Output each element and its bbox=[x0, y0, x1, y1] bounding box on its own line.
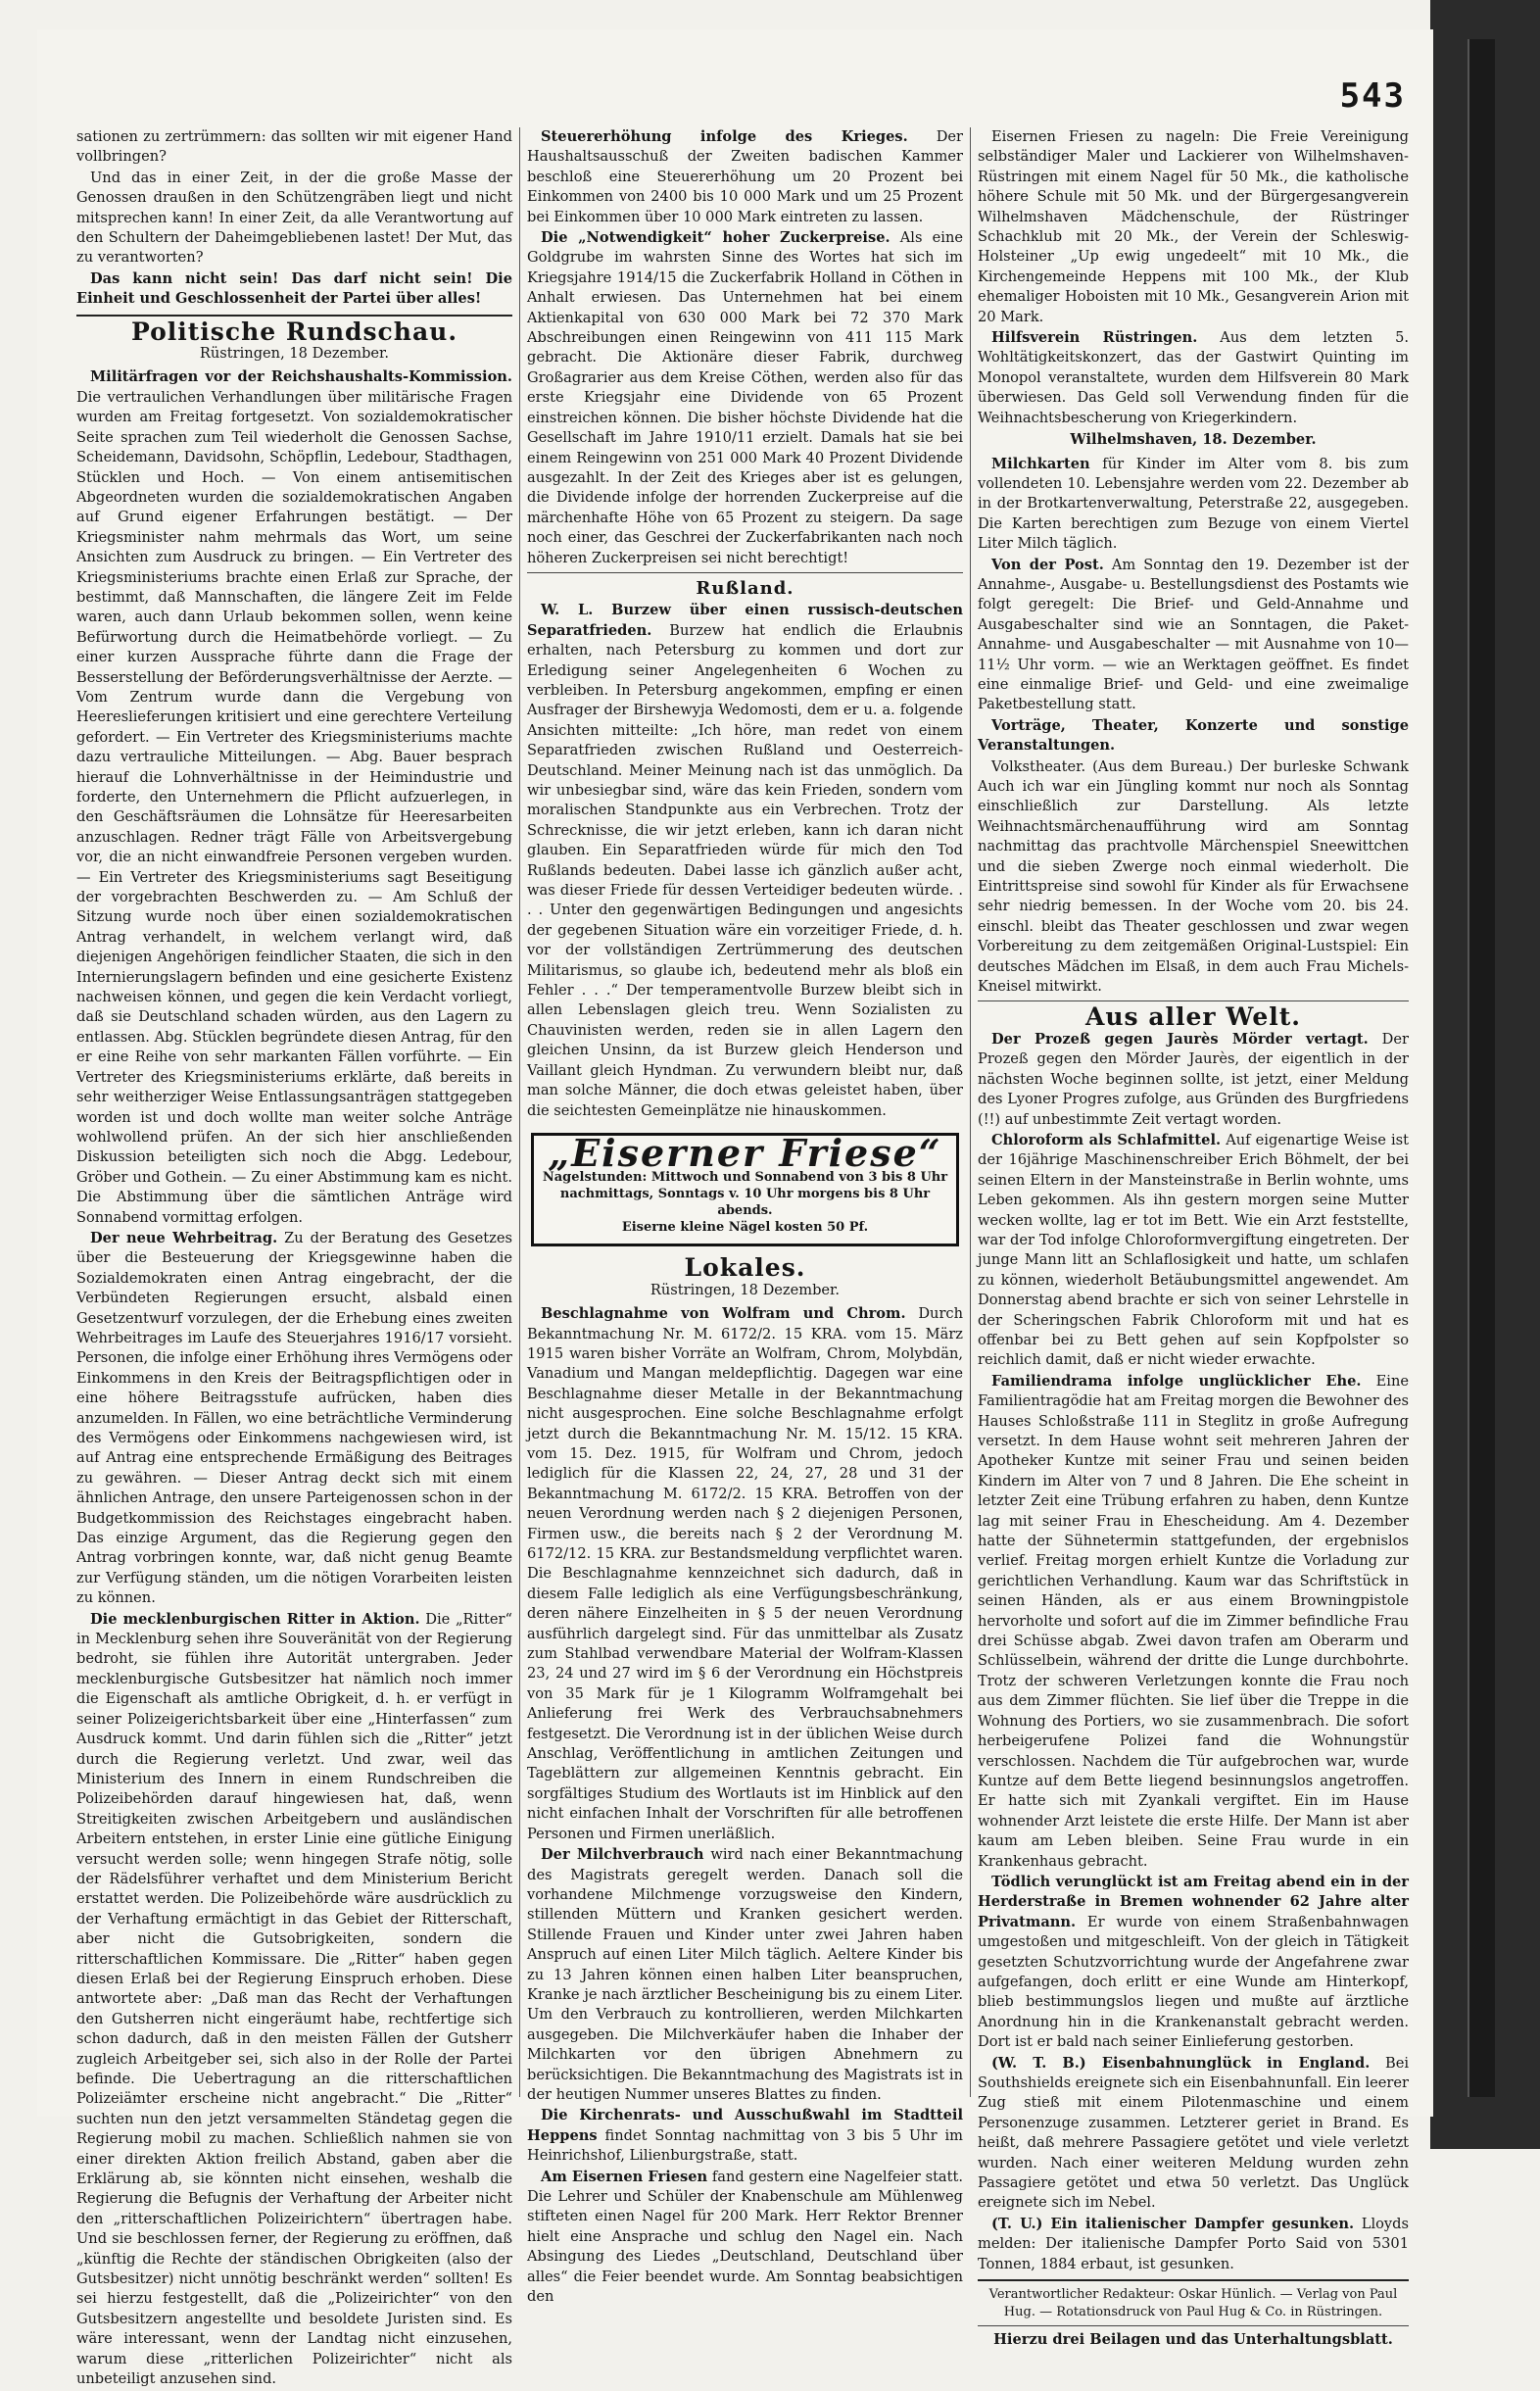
article-paragraph bbox=[978, 2215, 1409, 2274]
dateline: Wilhelmshaven, 18. Dezember. bbox=[1070, 431, 1317, 449]
article-lead: Die Kirchenrats- und Ausschußwahl im Stadtteil Heppens bbox=[527, 2107, 963, 2144]
scan-edge-strip bbox=[1468, 39, 1495, 2097]
article-lead: Familiendrama infolge unglücklicher Ehe. bbox=[991, 1372, 1362, 1390]
article-lead: Der Prozeß gegen Jaurès Mörder vertagt. bbox=[991, 1030, 1369, 1048]
article-paragraph bbox=[527, 127, 963, 227]
article-paragraph bbox=[978, 757, 1409, 998]
article-text: Eisernen Friesen zu nageln: Die Freie Vereinigung selbständiger Maler und Lackierer von Wilhelmshaven-Rüstringen mit einem Nagel für 50 Mk., die katholische höhere Schule mit 50 Mk. und der Bürgergesangverein Wilhelmshaven Mädchenschule, der Rüstringer Schachklub mit 20 Mk., der Verein der Schleswig-Holsteiner „Up ewig ungedeelt“ mit 10 Mk., die Kirchengemeinde Heppens mit 100 Mk., der Klub ehemaliger Hoboisten mit 10 Mk., Gesangverein Arion mit 20 Mark. bbox=[978, 128, 1409, 325]
article-paragraph bbox=[978, 328, 1409, 428]
article-lead: Die mecklenburgischen Ritter in Aktion. bbox=[90, 1610, 420, 1628]
article-lead: (W. T. B.) Eisenbahnunglück in England. bbox=[991, 2054, 1371, 2072]
article-text: wird nach einer Bekanntmachung des Magistrats geregelt werden. Danach soll die vorhandene Milchmenge vorzugsweise den Kindern, stillenden Müttern und Kranken gesichert werden. Stillende Frauen und Kinder unter zwei Jahren haben Anspruch auf einen Liter Milch täglich. Aeltere Kinder bis zu 13 Jahren können einen halben Liter beanspruchen, Kranke je nach ärztlicher Bescheinigung bis zu einem Liter. Um den Verbrauch zu kontrollieren, werden Milchkarten ausgegeben. Die Milchverkäufer haben die Inhaber der Milchkarten vor den übrigen Abnehmern zu berücksichtigen. Die Bekanntmachung des Magistrats ist in der heutigen Nummer unseres Blattes zu finden. bbox=[527, 1846, 964, 2103]
divider bbox=[978, 2279, 1409, 2281]
article-text: Lloyds melden: Der italienische Dampfer Porto Said von 5301 Tonnen, 1884 erbaut, ist gesunken. bbox=[978, 2215, 1410, 2272]
article-paragraph bbox=[978, 1030, 1409, 1130]
article-text: Eine Familientragödie hat am Freitag morgen die Bewohner des Hauses Schloßstraße 111 in Steglitz in große Aufregung versetzt. In dem Hause wohnt seit mehreren Jahren der Apotheker Kuntze mit seiner Frau und seinen beiden Kindern im Alter von 7 und 8 Jahren. Die Ehe scheint in letzter Zeit eine Trübung erfahren zu haben, denn Kuntze lag mit seiner Frau in Ehescheidung. Am 4. Dezember hatte der Sühnetermin stattgefunden, der ergebnislos verlief. Freitag morgen erhielt Kuntze die Vorladung zur gerichtlichen Verhandlung. Kaum war das Schriftstück in seinen Händen, als er aus einem Browningpistole hervorholte und sofort auf die im Zimmer befindliche Frau drei Schüsse abgab. Zwei davon trafen am Oberarm und Schlüsselbein, während der dritte die Lunge durchbohrte. Trotz der schweren Verletzungen konnte die Frau noch aus dem Zimmer flüchten. Sie lief über die Treppe in die Wohnung des Portiers, wo sie zusammenbrach. Die sofort herbeigerufene Polizei fand die Wohnungstür verschlossen. Nachdem die Tür aufgebrochen war, wurde Kuntze auf dem Bette liegend besinnungslos angetroffen. Er hatte sich mit Zyankali vergiftet. Ein im Hause wohnender Arzt leistete die erste Hilfe. Der Mann ist aber kaum am Leben bleiben. Seine Frau wurde in ein Krankenhaus gebracht. bbox=[978, 1372, 1409, 1870]
article-lead: Von der Post. bbox=[991, 556, 1104, 573]
article-paragraph bbox=[527, 228, 963, 568]
article-lead: Beschlagnahme von Wolfram und Chrom. bbox=[541, 1305, 906, 1323]
article-lead: Chloroform als Schlafmittel. bbox=[991, 1131, 1222, 1148]
article-lead: W. L. Burzew über einen russisch-deutschen Separatfrieden. bbox=[527, 602, 963, 639]
article-text: für Kinder im Alter vom 8. bis zum vollendeten 10. Lebensjahre werden vom 22. Dezember ab in der Brotkartenverwaltung, Peterstraße 22, ausgegeben. Die Karten berechtigen zum Bezuge von einem Viertel Liter Milch täglich. bbox=[978, 455, 1409, 553]
article-paragraph bbox=[76, 367, 512, 1227]
wilhelmshaven-articles bbox=[978, 455, 1409, 998]
russia-articles bbox=[527, 601, 963, 1121]
divider bbox=[76, 315, 512, 317]
section-title-russia: Rußland. bbox=[696, 577, 794, 599]
article-text: Burzew hat endlich die Erlaubnis erhalten, nach Petersburg zu kommen und dort zur Erledigung seiner Angelegenheiten 6 Wochen zu verbleiben. In Petersburg angekommen, empfing er einen Ausfrager der Birshewyja Wedomosti, dem er u. a. folgende Ansichten mitteilte: „Ich höre, man redet von einem Separatfrieden zwischen Rußland und Oesterreich-Deutschland. Meiner Meinung nach ist das unmöglich. Da wir unbesiegbar sind, wäre das kein Frieden, sondern vom moralischen Standpunkte aus ein Verbrechen. Trotz der Schrecknisse, die wir jetzt erleben, kann ich daran nicht glauben. Ein Separatfrieden würde für mich den Tod Rußlands bedeuten. Dabei lasse ich gänzlich außer acht, was dieser Friede für dessen Verteidiger bedeuten würde. . . . Unter den gegenwärtigen Bedingungen und angesichts der gegebenen Situation wäre ein vorzeitiger Friede, d. h. vor der vollständigen Zertrümmerung des deutschen Militarismus, so glaube ich, bedeutend mehr als bloß ein Fehler . . .“ Der temperamentvolle Burzew bleibt sich in allen Lebenslagen gleich treu. Wenn Sozialisten zu Chauvinisten werden, reden sie in allen Lagern den gleichen Unsinn, da ist Burzew gleich Henderson und Vaillant gleich Hyndman. Zu verwundern bleibt nur, daß man solche Männer, die doch etwas geleistet haben, über die seichtesten Gemeinplätze nie hinauskommen. bbox=[527, 621, 963, 1119]
column-rule-1 bbox=[519, 127, 520, 2097]
article-paragraph bbox=[978, 1372, 1409, 1872]
article-lead: Am Eisernen Friesen bbox=[541, 2168, 708, 2185]
article-paragraph bbox=[527, 1845, 963, 2105]
article-text: Durch Bekanntmachung Nr. M. 6172/2. 15 KRA. vom 15. März 1915 waren bisher Vorräte an Wolfram, Chrom, Molybdän, Vanadium und Mangan meldepflichtig. Dagegen war eine Beschlagnahme dieser Metalle in der Bekanntmachung nicht ausgesprochen. Eine solche Beschlagnahme erfolgt jetzt durch die Bekanntmachung Nr. M. 15/12. 15 KRA. vom 15. Dez. 1915, für Wolfram und Chrom, jedoch lediglich für die Klassen 22, 24, 27, 28 und 31 der Bekanntmachung M. 6172/2. 15 KRA. Betroffen von der neuen Verordnung werden nach § 2 diejenigen Personen, Firmen usw., die bereits nach § 2 der Verordnung M. 6172/12. 15 KRA. zur Bestandsmeldung verpflichtet waren. Die Beschlagnahme kennzeichnet sich dadurch, daß in diesem Falle lediglich als eine Verfügungsbeschränkung, deren nähere Einzelheiten in § 5 der neuen Verordnung ausführlich dargelegt sind. Für das unmittelbar als Zusatz zum Stahlbad verwendbare Material der Wolfram-Klassen 23, 24 und 27 wird im § 6 der Verordnung ein Höchstpreis von 35 Mark für je 1 Kilogramm Wolframgehalt bei Anlieferung frei Werk des Verbrauchsabnehmers festgesetzt. Die Verordnung ist in der üblichen Weise durch Anschlag, Veröffentlichung in amtlichen Zeitungen und Tageblättern zur allgemeinen Kenntnis gebracht. Ein sorgfältiges Studium des Wortlauts ist im Hinblick auf den nicht einfachen Inhalt der Vorschriften für alle betroffenen Personen und Firmen unerläßlich. bbox=[527, 1305, 963, 1842]
ad-title: „Eiserner Friese“ bbox=[548, 1130, 942, 1175]
article-paragraph bbox=[978, 1873, 1409, 2053]
article-paragraph bbox=[978, 716, 1409, 756]
article-text: Zu der Beratung des Gesetzes über die Besteuerung der Kriegsgewinne haben die Sozialdemokraten einen Antrag eingebracht, der die Verbündeten Regierungen ersucht, alsbald einen Gesetzentwurf vorzulegen, der die Erhebung eines zweiten Wehrbeitrages im Laufe des Steuerjahres 1916/17 vorsieht. Personen, die infolge einer Erhöhung ihres Vermögens oder Einkommens in den Kreis der Beitragspflichtigen oder in eine höhere Beitragsstufe aufrücken, haben dies anzumelden. In Fällen, wo eine beträchtliche Verminderung des Vermögens oder Einkommens nachgewiesen wird, ist auf Antrag eine entsprechende Ermäßigung des Beitrages zu gewähren. — Dieser Antrag deckt sich mit einem ähnlichen Antrage, den unsere Parteigenossen schon in der Budgetkommission des Reichstages eingebracht haben. Das einzige Argument, das die Regierung gegen den Antrag vorbringen konnte, war, daß nicht genug Beamte zur Verfügung ständen, um die nötigen Vorarbeiten leisten zu können. bbox=[76, 1229, 512, 1607]
article-paragraph bbox=[527, 2168, 963, 2308]
article-text: Auf eigenartige Weise ist der 16jährige Maschinenschreiber Erich Böhmelt, der bei seinen Eltern in der Mansteinstraße in Berlin wohnte, ums Leben gekommen. Als ihn gestern morgen seine Mutter wecken wollte, lag er tot im Bett. Wie ein Arzt feststellte, war der Tod infolge Chloroformvergiftung eingetreten. Der junge Mann litt an Schlaflosigkeit und hatte, um schlafen zu können, wiederholt Betäubungsmittel angewendet. Am Donnerstag abend brachte er sich von seiner Lehrstelle in der Scheringschen Fabrik Chloroform mit und hat es offenbar bei zu Bett gehen auf sein Kopfpolster so reichlich damit, daß er nicht wieder erwachte. bbox=[978, 1131, 1410, 1369]
article-paragraph bbox=[978, 455, 1409, 555]
article-lead: Der Milchverbrauch bbox=[541, 1846, 704, 1864]
politics-articles bbox=[76, 367, 512, 2389]
ad-hours: Nagelstunden: Mittwoch und Sonnabend von 3 bis 8 Uhr nachmittags, Sonntags v. 10 Uhr morgens bis 8 Uhr abends. bbox=[542, 1170, 948, 1219]
section-title-local: Lokales. bbox=[684, 1253, 806, 1283]
intro-para: Und das in einer Zeit, in der die große Masse der Genossen draußen in den Schützengräben liegt und nicht mitsprechen kann! In einer Zeit, da alle Verantwortung auf den Schultern der Daheimgebliebenen lastet! Der Mut, das zu verantworten? bbox=[76, 169, 512, 267]
advertisement-eiserner-friese bbox=[531, 1130, 959, 1246]
article-text: Die „Ritter“ in Mecklenburg sehen ihre Souveränität von der Regierung bedroht, sie fühlen ihre Autorität untergraben. Jeder mecklenburgische Gutsbesitzer hat nämlich noch immer die Eigenschaft als amtliche Obrigkeit, d. h. er verfügt in seiner Polizeigerichtsbarkeit über eine „Hinterfassen“ zum Ausdruck kommt. Und darin fühlen sich die „Ritter“ jetzt durch die Regierung verletzt. Und zwar, weil das Ministerium des Innern in einem Rundschreiben die Polizeibehörden darauf hingewiesen hat, daß, wenn Streitigkeiten zwischen Arbeitgebern und ausländischen Arbeitern entstehen, in erster Linie eine gütliche Einigung versucht werden solle; wenn hingegen Strafe nötig, solle der Rädelsführer verhaftet und dem Ministerium Bericht erstattet werden. Die Polizeibehörde wäre ausdrücklich zu der Verhaftung ermächtigt in das Gebiet der Ritterschaft, aber nicht die Gutsobrigkeiten, sondern die ritterschaftlichen Kommissare. Die „Ritter“ haben gegen diesen Erlaß bei der Regierung Einspruch erhoben. Diese antwortete aber: „Daß man das Recht der Verhaftungen den Gutsherren nicht eingeräumt habe, rechtfertige sich schon dadurch, daß in den meisten Fällen der Gutsherr zugleich Arbeitgeber sei, sich also in der Rolle der Partei befinde. Die Uebertragung an die ritterschaftlichen Polizeiämter erscheine nicht angebracht.“ Die „Ritter“ suchten nun den jetzt versammelten Ständetag gegen die Regierung mobil zu machen. Schließlich nahmen sie von einer direkten Aktion freilich Abstand, gaben aber die Erklärung ab, sie könnten nicht einsehen, weshalb die Regierung die Befugnis der Verhaftung der Arbeiter nicht den „ritterschaftlichen Polizeirichtern“ übertragen habe. Und sie beschlossen ferner, der Regierung zu eröffnen, daß „künftig die Rechte der ständischen Obrigkeiten (also der Gutsbesitzer) nicht unnötig beschränkt werden“ sollten! Es sei hierzu festgestellt, daß die „Polizeirichter“ von den Gutsbesitzern angestellte und besoldete Juristen sind. Es wäre interessant, wenn der Landtag nicht einzusehen, warum diese „ritterlichen Polizeirichter“ nicht als unbeteiligt anzusehen sind. bbox=[76, 1610, 512, 2388]
section-title-politics: Politische Rundschau. bbox=[130, 317, 458, 346]
dateline: Rüstringen, 18 Dezember. bbox=[199, 345, 390, 363]
section-title-world: Aus aller Welt. bbox=[1084, 1002, 1302, 1032]
article-lead: Die „Notwendigkeit“ hoher Zuckerpreise. bbox=[541, 229, 890, 247]
local-articles bbox=[527, 1304, 963, 2307]
article-lead: Milchkarten bbox=[991, 455, 1090, 472]
article-text: Am Sonntag den 19. Dezember ist der Annahme-, Ausgabe- u. Bestellungsdienst des Postamts wie folgt geregelt: Die Brief- und Geld-Annahme und Ausgabeschalter sind wie an Sonntagen, die Paket-Annahme- und Ausgabeschalter — mit Ausnahme von 10—11½ Uhr vorm. — wie an Werktagen geöffnet. Es findet eine einmalige Brief- und Geld- und eine zweimalige Paketbestellung statt. bbox=[978, 556, 1409, 713]
world-articles bbox=[978, 1030, 1409, 2274]
article-lead: (T. U.) Ein italienischer Dampfer gesunken. bbox=[991, 2215, 1355, 2232]
article-paragraph bbox=[527, 2106, 963, 2166]
article-paragraph bbox=[527, 1304, 963, 1844]
article-paragraph bbox=[978, 556, 1409, 715]
article-text: Aus dem letzten 5. Wohltätigkeitskonzert, das der Gastwirt Quinting im Monopol veranstaltete, wurden dem Hilfsverein 80 Mark überwiesen. Das Geld soll Verwendung finden für die Weihnachtsbescherung von Kriegerkindern. bbox=[978, 329, 1410, 426]
intro-para: sationen zu zertrümmern: das sollten wir mit eigener Hand vollbringen? bbox=[76, 128, 512, 166]
column-3 bbox=[978, 127, 1409, 2350]
article-text: Er wurde von einem Straßenbahnwagen umgestoßen und mitgeschleift. Von der gleich in Tätigkeit gesetzten Schutzvorrichtung wurde der Angefahrene zwar aufgefangen, doch erlitt er eine Wunde am Hinterkopf, blieb bestimmungslos liegen und mußte auf ärztliche Anordnung hin in die Krankenanstalt gebracht werden. Dort ist er bald nach seiner Einlieferung gestorben. bbox=[978, 1913, 1410, 2051]
article-text: fand gestern eine Nagelfeier statt. Die Lehrer und Schüler der Knabenschule am Mühlenweg stifteten einen Nagel für 200 Mark. Herr Rektor Brenner hielt eine Ansprache und schlug den Nagel ein. Nach Absingung des Liedes „Deutschland, Deutschland über alles“ die Feier beendet wurde. Am Sonntag beabsichtigen den bbox=[527, 2168, 963, 2306]
tax-sugar-articles bbox=[527, 127, 963, 568]
article-paragraph bbox=[76, 1610, 512, 2390]
imprint: Verantwortlicher Redakteur: Oskar Hünlich. — Verlag von Paul Hug. — Rotationsdruck von Paul Hug & Co. in Rüstringen. bbox=[988, 2287, 1398, 2320]
article-lead: Hilfsverein Rüstringen. bbox=[991, 329, 1198, 347]
scan-binding-edge bbox=[1430, 0, 1540, 2149]
intro-slogan: Das kann nicht sein! Das darf nicht sein! Die Einheit und Geschlossenheit der Partei über alles! bbox=[76, 269, 512, 308]
article-text: Als eine Goldgrube im wahrsten Sinne des Wortes hat sich im Kriegsjahre 1914/15 die Zuckerfabrik Holland in Cöthen in Anhalt erwiesen. Das Unternehmen hat bei einem Aktienkapital von 630 000 Mark bei 72 370 Mark Abschreibungen einen Reingewinn von 411 115 Mark gebracht. Die Aktionäre dieser Fabrik, durchweg Großagrarier aus dem Kreise Cöthen, werden also für das erste Kriegsjahr eine Dividende von 65 Prozent einstreichen können. Die bisher höchste Dividende hat die Gesellschaft im Jahre 1910/11 erzielt. Damals hat sie bei einem Reingewinn von 251 000 Mark 40 Prozent Dividende ausgezahlt. In der Zeit des Krieges aber ist es gelungen, die Dividende infolge der horrenden Zuckerpreise auf die märchenhafte Höhe von 65 Prozent zu steigern. Da sage noch einer, das Geschrei der Zuckerfabrikanten nach noch höheren Zuckerpreisen sei nicht berechtigt! bbox=[527, 229, 963, 566]
column-rule-2 bbox=[970, 127, 971, 2097]
article-lead: Militärfragen vor der Reichshaushalts-Kommission. bbox=[90, 368, 512, 386]
column-2 bbox=[527, 127, 963, 2308]
divider bbox=[978, 2325, 1409, 2326]
article-lead: Der neue Wehrbeitrag. bbox=[90, 1229, 278, 1246]
page-number: 543 bbox=[1339, 76, 1406, 116]
article-paragraph bbox=[76, 1229, 512, 1609]
friese-articles bbox=[978, 127, 1409, 428]
ad-price: Eiserne kleine Nägel kosten 50 Pf. bbox=[621, 1220, 869, 1236]
article-text: Bei Southshields ereignete sich ein Eisenbahnunfall. Ein leerer Zug stieß mit einem Pilotenmaschine und einem Personenzuge zusammen. Letzterer geriet in Brand. Es heißt, daß mehrere Passagiere getötet und viele verletzt wurden. Nach einer weiteren Meldung wurden zehn Passagiere getötet und etwa 50 verletzt. Das Unglück ereignete sich im Nebel. bbox=[978, 2054, 1410, 2212]
article-text: Volkstheater. (Aus dem Bureau.) Der burleske Schwank Auch ich war ein Jüngling kommt nur noch als Sonntag einschließlich zur Darstellung. Als letzte Weihnachtsmärchenaufführung wird am Sonntag nachmittag das prachtvolle Märchenspiel Sneewittchen und die sieben Zwerge noch einmal wiederholt. Die Eintrittspreise sind sowohl für Kinder als für Erwachsene sehr niedrig bemessen. In der Woche vom 20. bis 24. einschl. bleibt das Theater geschlossen und zwar wegen Vorbereitung zu dem zeitgemäßen Original-Lustspiel: Ein deutsches Mädchen im Elsaß, in dem auch Frau Michels-Kneisel mitwirkt. bbox=[978, 757, 1409, 996]
article-paragraph bbox=[527, 601, 963, 1121]
article-paragraph bbox=[978, 1131, 1409, 1371]
dateline: Rüstringen, 18 Dezember. bbox=[650, 1281, 841, 1298]
article-lead: Vorträge, Theater, Konzerte und sonstige Veranstaltungen. bbox=[978, 716, 1409, 755]
article-lead: Tödlich verunglückt ist am Freitag abend ein in der Herderstraße in Bremen wohnender 62 Jahre alter Privatmann. bbox=[978, 1873, 1409, 1930]
divider bbox=[978, 1000, 1409, 1001]
article-text: Der Prozeß gegen den Mörder Jaurès, der eigentlich in der nächsten Woche beginnen sollte, ist jetzt, einer Meldung des Lyoner Progres zufolge, aus Gründen des Burgfriedens (!!) auf unbestimmte Zeit vertagt worden. bbox=[978, 1030, 1409, 1128]
article-paragraph bbox=[978, 2054, 1409, 2214]
article-text: findet Sonntag nachmittag von 3 bis 5 Uhr im Heinrichshof, Lilienburgstraße, statt. bbox=[527, 2126, 964, 2165]
supplement-notice: Hierzu drei Beilagen und das Unterhaltungsblatt. bbox=[993, 2331, 1393, 2349]
article-text: Die vertraulichen Verhandlungen über militärische Fragen wurden am Freitag fortgesetzt. Von sozialdemokratischer Seite sprachen zum Teil wiederholt die Genossen Sachse, Scheidemann, Davidsohn, Schöpflin, Ledebour, Stadthagen, Stücklen und Hoch. — Von einem antisemitischen Abgeordneten wurden die sozialdemokratischen Angaben auf Grund eigener Erfahrungen bestätigt. — Der Kriegsminister nahm mehrmals das Wort, um seine Ansichten zum Ausdruck zu bringen. — Ein Vertreter des Kriegsministeriums brachte einen Erlaß zur Sprache, der bestimmt, daß Mannschaften, die längere Zeit im Felde waren, auch dann Urlaub bekommen sollen, wenn keine Befürwortung durch die Heimatbehörde vorliegt. — Zu einer kurzen Aussprache führte dann die Frage der Besserstellung der Beförderungsverhältnisse der Aerzte. — Vom Zentrum wurde dann die Vergebung von Heereslieferungen kritisiert und eine gerechtere Verteilung gefordert. — Ein Vertreter des Kriegsministeriums machte dazu vertrauliche Mitteilungen. — Abg. Bauer besprach hierauf die Lohnverhältnisse in der Heimindustrie und forderte, den Unternehmern die Pflicht aufzuerlegen, in den Geschäftsräumen die Lohnsätze für Heeresarbeiten anzuschlagen. Redner trägt Fälle von Arbeitsvergebung vor, die an nicht einwandfreie Personen vergeben wurden. — Ein Vertreter des Kriegsministeriums sagt Beseitigung der vorgebrachten Beschwerden zu. — Am Schluß der Sitzung wurde noch über einen sozialdemokratischen Antrag verhandelt, in welchem verlangt wird, daß diejenigen Angehörigen feindlicher Staaten, die sich in den Internierungslagern befinden und eine gesicherte Existenz nachweisen können, und gegen die kein Verdacht vorliegt, daß sie Deutschland schaden würden, aus den Lagern zu entlassen. Abg. Stücklen begründete diesen Antrag, für den er eine Reihe von sehr markanten Fällen vorführte. — Ein Vertreter des Kriegsministeriums erklärte, daß bereits in sehr weitherziger Weise Entlassungsanträgen stattgegeben worden ist und doch wollte man weiter solche Anträge wohlwollend prüfen. An der sich hier anschließenden Diskussion beteiligten sich noch die Abgg. Ledebour, Gröber und Gothein. — Zu einer Abstimmung kam es nicht. Die Abstimmung über die sämtlichen Anträge wird Sonnabend vormittag erfolgen. bbox=[76, 388, 512, 1226]
article-text: Der Haushaltsausschuß der Zweiten badischen Kammer beschloß eine Steuererhöhung um 20 Prozent bei Einkommen von 2400 bis 10 000 Mark und um 25 Prozent bei Einkommen über 10 000 Mark eintreten zu lassen. bbox=[527, 128, 964, 225]
divider bbox=[527, 572, 963, 573]
article-lead: Steuererhöhung infolge des Krieges. bbox=[541, 128, 908, 145]
column-1 bbox=[76, 127, 512, 2391]
newspaper-page bbox=[37, 29, 1433, 2388]
article-paragraph bbox=[978, 127, 1409, 327]
